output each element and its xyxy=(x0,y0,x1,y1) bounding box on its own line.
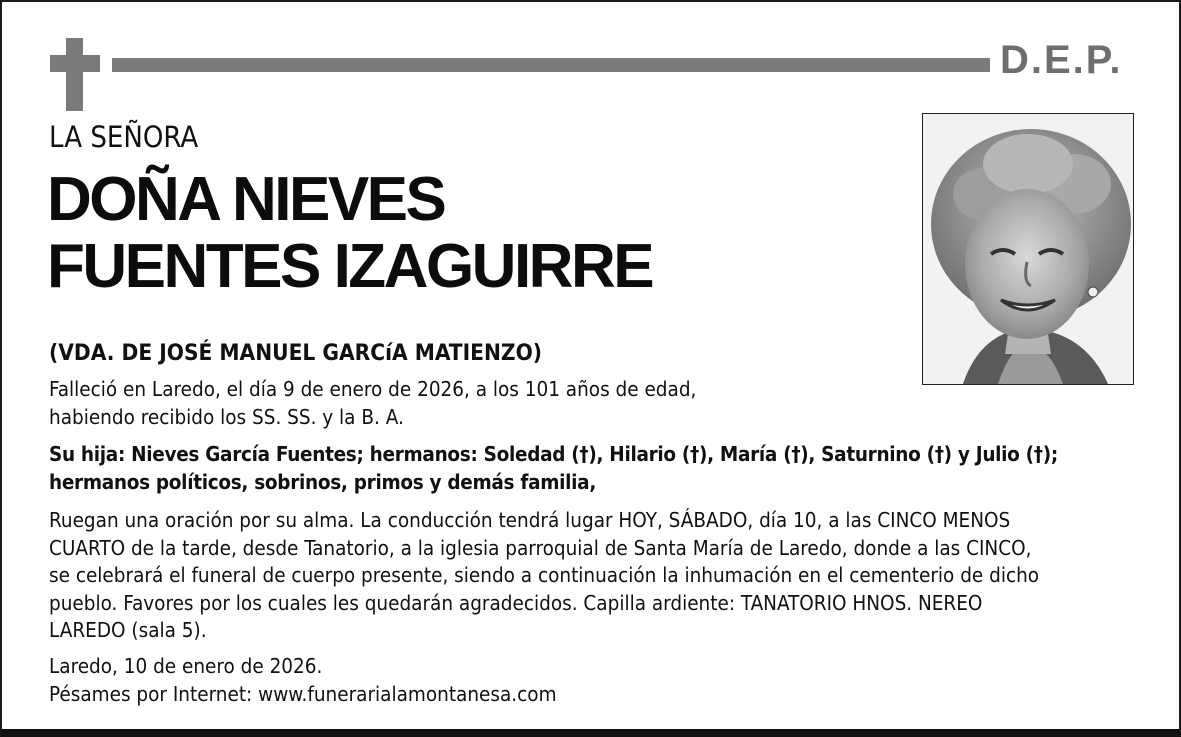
portrait-photo xyxy=(922,113,1134,385)
prayer-line-5: LAREDO (sala 5). xyxy=(49,618,207,642)
prayer-line-1: Ruegan una oración por su alma. La conducción tendrá lugar HOY, SÁBADO, día 10, a las CINCO MENOS xyxy=(49,508,1011,532)
family-line-1: Su hija: Nieves García Fuentes; hermanos: Soledad (†), Hilario (†), María (†), Saturnino (†) y Julio (†); xyxy=(49,442,1058,466)
condolences-link: Pésames por Internet: www.funerarialamontanesa.com xyxy=(49,682,557,706)
prayer-line-3: se celebrará el funeral de cuerpo presente, siendo a continuación la inhumación en el cementerio de dicho xyxy=(49,563,1040,587)
dep-label: D.E.P. xyxy=(1000,38,1123,82)
header-rule xyxy=(112,58,990,72)
family-members xyxy=(49,440,1169,496)
prayer-line-4: pueblo. Favores por los cuales les quedarán agradecidos. Capilla ardiente: TANATORIO HNOS. NEREO xyxy=(49,590,983,615)
place-date: Laredo, 10 de enero de 2026. xyxy=(49,654,323,678)
death-line-2: habiendo recibido los SS. SS. y la B. A. xyxy=(49,405,404,429)
deceased-name xyxy=(47,166,807,300)
name-line-1: DOÑA NIEVES xyxy=(47,165,445,234)
honorific-title: LA SEÑORA xyxy=(49,120,199,154)
notice-footer xyxy=(49,652,949,708)
portrait-icon xyxy=(923,114,1133,384)
prayer-line-2: CUARTO de la tarde, desde Tanatorio, a la iglesia parroquial de Santa María de Laredo, donde a las CINCO, xyxy=(49,535,1032,560)
death-line-1: Falleció en Laredo, el día 9 de enero de 2026, a los 101 años de edad, xyxy=(49,377,697,401)
death-details xyxy=(49,375,909,431)
cross-icon-horizontal xyxy=(50,55,100,72)
widow-of: (VDA. DE JOSÉ MANUEL GARCíA MATIENZO) xyxy=(49,340,543,366)
name-line-2: FUENTES IZAGUIRRE xyxy=(47,232,653,301)
funeral-details xyxy=(49,507,1169,645)
family-line-2: hermanos políticos, sobrinos, primos y demás familia, xyxy=(49,470,597,494)
cross-icon-vertical xyxy=(66,38,83,111)
